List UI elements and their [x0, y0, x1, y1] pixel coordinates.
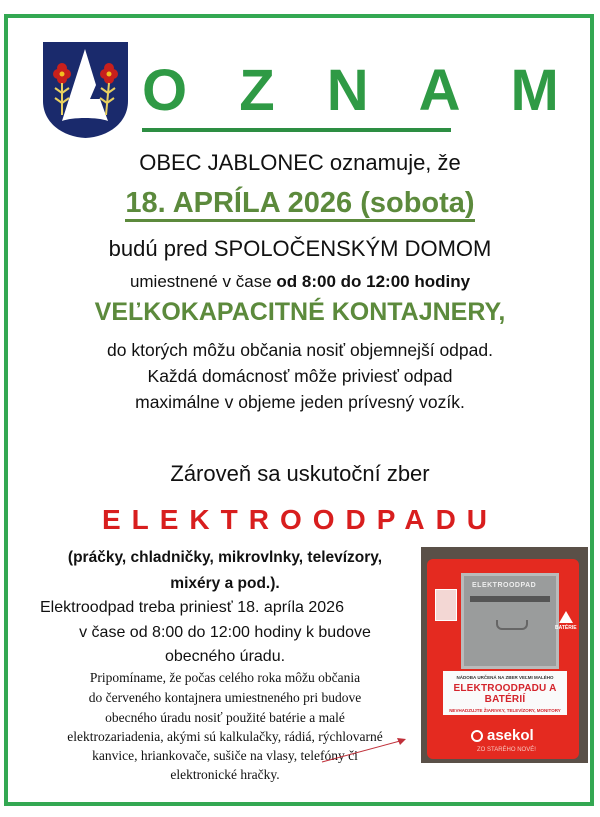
electro-info-2: v čase od 8:00 do 12:00 hodiny k budove [79, 624, 371, 641]
asekol-logo [471, 727, 534, 744]
reminder-line-2: do červeného kontajnera umiestneného pri budove [88, 690, 362, 705]
coat-of-arms-icon [42, 41, 129, 139]
logo-slogan: ZO STARÉHO NOVÉ! [477, 747, 536, 753]
asekol-logo-icon [471, 730, 483, 742]
location-line: budú pred SPOLOČENSKÝM DOMOM [108, 236, 492, 261]
arrow-icon [320, 735, 410, 765]
chute-slot [470, 596, 550, 602]
event-date [20, 187, 580, 220]
logo-text: asekol [487, 727, 534, 744]
title-underline [142, 128, 451, 132]
sign-main: ELEKTROODPADU A BATÉRIÍ [453, 683, 557, 705]
time-prefix: umiestnené v čase [129, 272, 277, 291]
electro-headline: ELEKTROODPADU [101, 504, 499, 535]
containers-desc-1: do ktorých môžu občania nosiť objemnejší odpad. [107, 340, 493, 360]
reminder-line-3: obecného úradu nosiť použité batérie a malé [105, 710, 345, 725]
page-title: O Z N A M [142, 58, 577, 123]
chute-label: ELEKTROODPAD [472, 582, 537, 589]
reminder-line-4: elektrozariadenia, akými sú kalkulačky, rádiá, rýchlovarné [67, 729, 383, 744]
battery-label: BATÉRIE [555, 625, 577, 631]
reminder-line-6: elektronické hračky. [170, 767, 280, 782]
sign-top: NÁDOBA URČENÁ NA ZBER VEĽMI MALÉHO [456, 675, 554, 680]
electro-intro: Zároveň sa uskutoční zber [170, 461, 430, 486]
electro-info-3: obecného úradu. [164, 648, 286, 665]
electro-examples-1: (práčky, chladničky, mikrovlnky, televízory, [67, 549, 383, 566]
red-container [427, 559, 579, 759]
containers-desc-3: maximálne v objeme jeden prívesný vozík. [135, 392, 465, 412]
electro-info-1: Elektroodpad treba priniesť 18. apríla 2026 [40, 599, 344, 616]
containers-headline: VEĽKOKAPACITNÉ KONTAJNERY, [94, 298, 506, 326]
deposit-chute [461, 573, 559, 669]
electro-examples-2: mixéry a pod.). [170, 575, 280, 592]
time-line [20, 272, 580, 292]
side-sticker [435, 589, 457, 621]
battery-triangle-icon [559, 611, 573, 623]
announcement-intro: OBEC JABLONEC oznamuje, že [139, 150, 461, 175]
time-range: od 8:00 do 12:00 hodiny [276, 272, 471, 291]
battery-container-photo [421, 547, 588, 763]
event-date-text: 18. APRÍLA 2026 (sobota) [125, 187, 474, 222]
container-sign [443, 671, 567, 715]
sign-sub: NEVHADZUJTE ŽIARIVKY, TELEVÍZORY, MONITORY [449, 708, 561, 713]
reminder-line-1: Pripomíname, že počas celého roka môžu občania [89, 670, 361, 685]
reminder-line-5: kanvice, hriankovače, sušiče na vlasy, telefóny či [92, 748, 358, 763]
chute-handle [496, 620, 528, 630]
containers-desc-2: Každá domácnosť môže priviesť odpad [147, 366, 453, 386]
